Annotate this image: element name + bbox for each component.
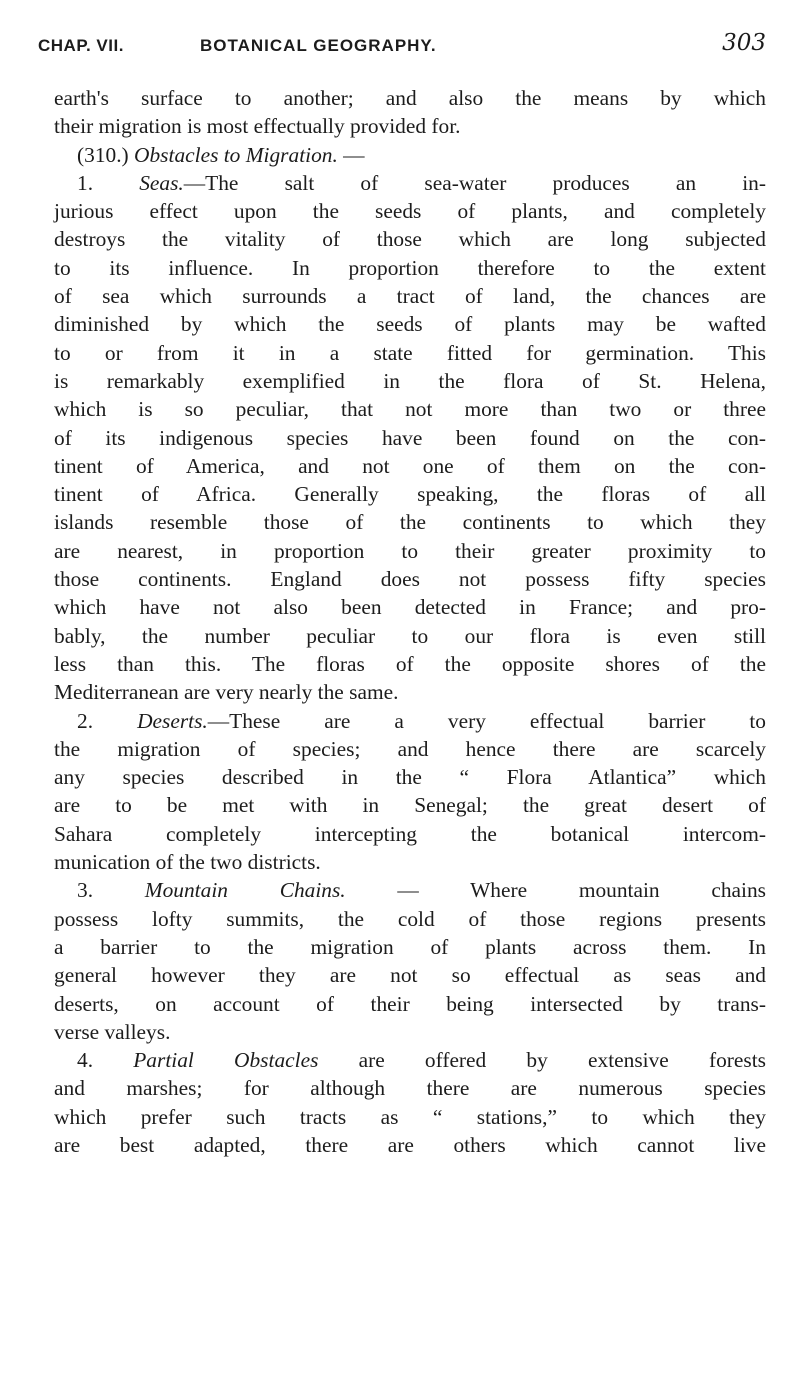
body-text xyxy=(54,84,766,1159)
text-line: tinent of Africa. Generally speaking, the floras of all xyxy=(54,482,766,507)
text-line: is remarkably exemplified in the flora of St. Helena, xyxy=(54,368,766,393)
text-line: those continents. England does not possess fifty species xyxy=(54,567,766,592)
text-line: jurious effect upon the seeds of plants, and completely xyxy=(54,199,766,224)
text-line: verse valleys. xyxy=(54,1019,171,1044)
text-line: destroys the vitality of those which are long subjected xyxy=(54,227,766,252)
text-line: munication of the two districts. xyxy=(54,850,321,875)
text-line: a barrier to the migration of plants across them. In xyxy=(54,934,766,959)
text-line: of sea which surrounds a tract of land, the chances are xyxy=(54,284,766,309)
text-line: Mediterranean are very nearly the same. xyxy=(54,680,399,705)
text-line: are nearest, in proportion to their greater proximity to xyxy=(54,538,766,563)
text-line: the migration of species; and hence there are scarcely xyxy=(54,736,766,761)
text-line: of its indigenous species have been found on the con- xyxy=(54,425,766,450)
page-number: 303 xyxy=(722,30,766,56)
text-line: earth's surface to another; and also the means by which xyxy=(54,86,766,110)
text-line: 2. Deserts.—These are a very effectual barrier to xyxy=(77,708,767,733)
text-line: which have not also been detected in France; and pro- xyxy=(54,595,766,620)
text-line: which is so peculiar, that not more than two or three xyxy=(54,397,766,422)
text-line: 4. Partial Obstacles are offered by extensive forests xyxy=(77,1048,767,1073)
text-line: general however they are not so effectual as seas and xyxy=(54,963,766,988)
text-line: deserts, on account of their being intersected by trans- xyxy=(54,991,766,1016)
running-head xyxy=(38,30,766,62)
text-line: their migration is most effectually provided for. xyxy=(54,114,461,139)
chapter-label: CHAP. VII. xyxy=(38,36,124,55)
text-line: to or from it in a state fitted for germination. This xyxy=(54,340,766,365)
text-line: bably, the number peculiar to our flora is even still xyxy=(54,623,766,648)
text-line: less than this. The floras of the opposite shores of the xyxy=(54,651,766,676)
text-line: Sahara completely intercepting the botanical intercom- xyxy=(54,821,766,846)
text-line: tinent of America, and not one of them on the con- xyxy=(54,453,766,478)
section-title: BOTANICAL GEOGRAPHY. xyxy=(200,36,437,55)
section-heading: (310.) Obstacles to Migration. — xyxy=(77,142,365,167)
text-line: islands resemble those of the continents to which they xyxy=(54,510,766,535)
text-line: 3. Mountain Chains. — Where mountain chains xyxy=(77,878,767,903)
text-line: any species described in the “ Flora Atlantica” which xyxy=(54,765,766,790)
text-line: possess lofty summits, the cold of those regions presents xyxy=(54,906,766,931)
text-line: 1. Seas.—The salt of sea-water produces an in- xyxy=(77,170,766,195)
text-line: and marshes; for although there are numerous species xyxy=(54,1076,766,1101)
text-line: to its influence. In proportion therefore to the extent xyxy=(54,255,766,280)
text-line: are best adapted, there are others which cannot live xyxy=(54,1132,766,1157)
text-line: which prefer such tracts as “ stations,” to which they xyxy=(54,1104,766,1129)
text-line: diminished by which the seeds of plants may be wafted xyxy=(54,312,766,337)
text-line: are to be met with in Senegal; the great desert of xyxy=(54,793,766,818)
